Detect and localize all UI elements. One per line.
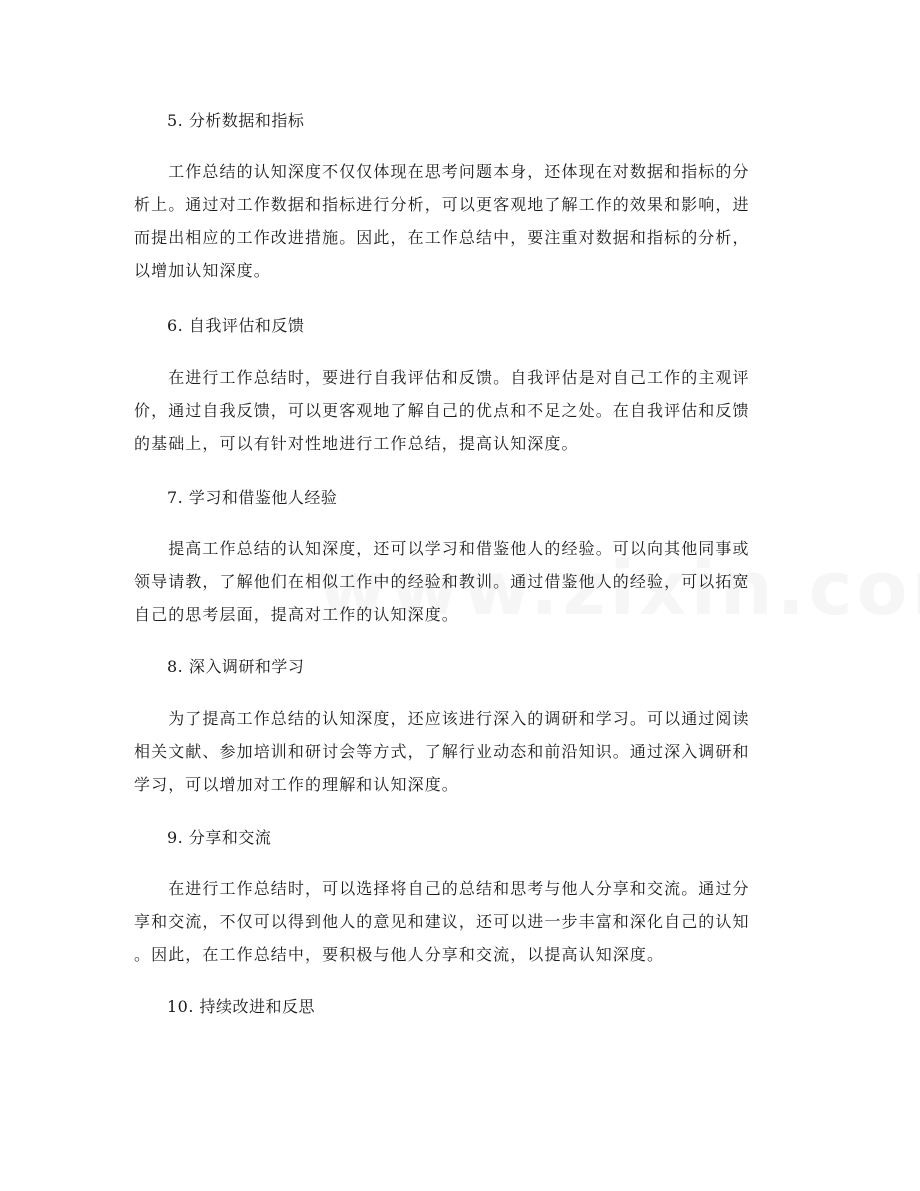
section-6-paragraph: [134, 361, 786, 460]
paragraph-line: 价，通过自我反馈，可以更客观地了解自己的优点和不足之处。在自我评估和反馈: [134, 401, 750, 420]
paragraph-line: 的基础上，可以有针对性地进行工作总结，提高认知深度。: [134, 434, 579, 453]
paragraph-line: 以增加认知深度。: [134, 261, 271, 280]
paragraph-line: 学习，可以增加对工作的理解和认知深度。: [134, 775, 459, 794]
paragraph-line: 享和交流，不仅可以得到他人的意见和建议，还可以进一步丰富和深化自己的认知: [134, 912, 750, 931]
paragraph-line: 相关文献、参加培训和研讨会等方式，了解行业动态和前沿知识。通过深入调研和: [134, 742, 750, 761]
section-9-paragraph: [134, 872, 786, 971]
section-8-heading: 8. 深入调研和学习: [167, 657, 305, 676]
section-5-heading: 5. 分析数据和指标: [167, 111, 305, 130]
section-9-heading: 9. 分享和交流: [167, 828, 272, 847]
section-7-heading: 7. 学习和借鉴他人经验: [167, 488, 338, 507]
paragraph-line: 为了提高工作总结的认知深度，还应该进行深入的调研和学习。可以通过阅读: [134, 709, 750, 728]
paragraph-line: 。因此，在工作总结中，要积极与他人分享和交流，以提高认知深度。: [134, 945, 665, 964]
section-10-heading: 10. 持续改进和反思: [167, 997, 316, 1016]
paragraph-line: 工作总结的认知深度不仅仅体现在思考问题本身，还体现在对数据和指标的分: [134, 162, 750, 181]
paragraph-line: 自己的思考层面，提高对工作的认知深度。: [134, 605, 459, 624]
paragraph-line: 领导请教，了解他们在相似工作中的经验和教训。通过借鉴他人的经验，可以拓宽: [134, 572, 750, 591]
paragraph-line: 提高工作总结的认知深度，还可以学习和借鉴他人的经验。可以向其他同事或: [134, 539, 750, 558]
paragraph-line: 而提出相应的工作改进措施。因此，在工作总结中，要注重对数据和指标的分析，: [134, 228, 750, 247]
section-5-paragraph: [134, 155, 786, 287]
section-6-heading: 6. 自我评估和反馈: [167, 316, 305, 335]
section-8-paragraph: [134, 702, 786, 801]
paragraph-line: 在进行工作总结时，可以选择将自己的总结和思考与他人分享和交流。通过分: [134, 879, 750, 898]
section-7-paragraph: [134, 532, 786, 631]
paragraph-line: 析上。通过对工作数据和指标进行分析，可以更客观地了解工作的效果和影响，进: [134, 195, 750, 214]
paragraph-line: 在进行工作总结时，要进行自我评估和反馈。自我评估是对自己工作的主观评: [134, 368, 750, 387]
